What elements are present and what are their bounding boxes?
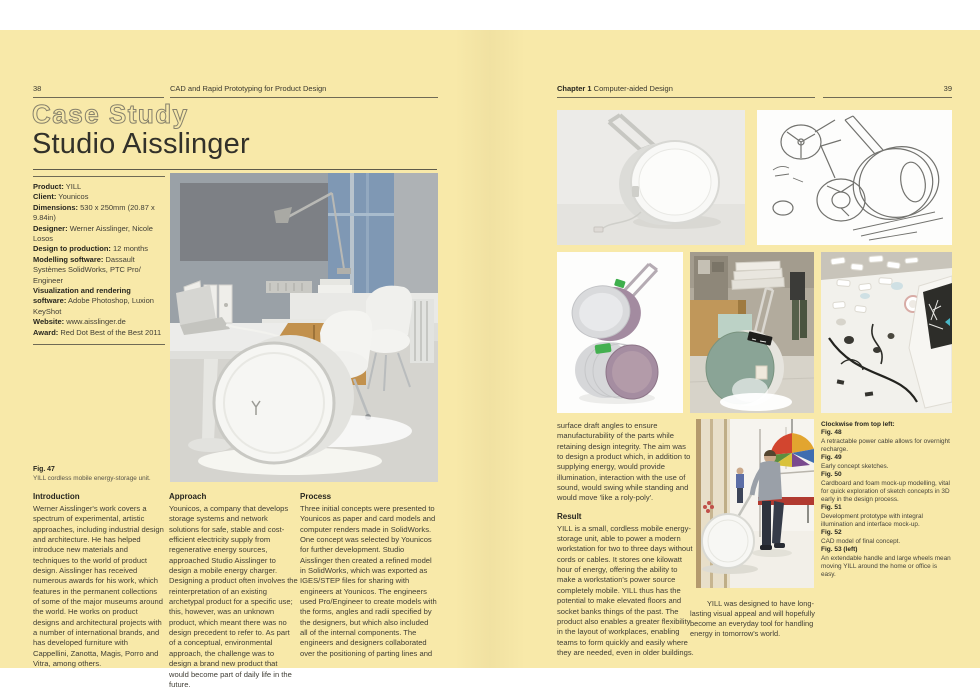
result-body: YILL is a small, cordless mobile energy-storage unit, able to power a modern workstation for two to three days without cords or cables. It stores one kilowatt hour of energy, offering the ability to make a workstation's power source completely mobile. YILL thus has the potential to make elevated floors and socket banks things of the past. The product also enables a greater flexibility in the layout of workplaces, enabling teams to form quickly and easily where they are needed, even in older buildings. (557, 523, 694, 657)
spec-client: Client: Younicos (33, 192, 89, 202)
case-study-outline-title: Case Study (32, 99, 189, 129)
figure-captions-intro: Clockwise from top left: (821, 421, 895, 428)
introduction-body: Werner Aisslinger's work covers a spectrum of experimental, artistic approaches, including industrial design and architecture. He has helped introduce new materials and techniques to the world of product design. Aisslinger has received numerous awards for his work, which features in the permanent collections of some of the major museums around the world. He works on product designs and architectural projects with a number of international brands, and has developed furniture with Cappellini, Zanotta, Magis, Porro and Vitra, among others. (33, 504, 164, 669)
process-continuation-body: surface draft angles to ensure manufacturability of the parts while retaining design integrity. The aim was to design a product which, in addition to supplying energy, would provide illumination, interaction with the use of sound, would swing while standing and would move 'like a roly-poly'. (557, 421, 691, 503)
fig48-caption-text: A retractable power cable allows for overnight recharge. (821, 437, 950, 454)
left-running-head: CAD and Rapid Prototyping for Product Design (170, 84, 438, 98)
fig49-caption-label: Fig. 49 (821, 454, 842, 462)
spec-website: Website: www.aisslinger.de (33, 317, 126, 327)
spec-award: Award: Red Dot Best of the Best 2011 (33, 327, 162, 337)
fig51-caption-label: Fig. 51 (821, 504, 842, 512)
fig49-illustration (757, 110, 952, 245)
result-column (557, 421, 694, 658)
approach-body: Younicos, a company that develops storage systems and network solutions for safe, stable and cost-efficient electricity supply from regenerative energy sources, approached Studio Aisslinger to design a mobile energy charger. Designing a product often involves the reinterpretation of an existing archetypal product for a specific use; this, however, was an unknown product, which meant there was no design precedent to refer to. As part of a conceptual, environmental approach, the challenge was to design a brand new product that would become part of daily life in the future. (169, 504, 298, 689)
result-heading: Result (557, 511, 582, 521)
fig48-product-photo (557, 110, 745, 245)
fig47-office-scene-photo (170, 173, 438, 482)
sidebar-bottom-rule (33, 344, 165, 345)
spec-modelling-software: Modelling software: Dassault Systèmes SolidWorks, PTC Pro/ Engineer (33, 254, 141, 285)
right-running-head: Chapter 1 Computer-aided Design (557, 84, 815, 98)
page-title: Studio Aisslinger (32, 128, 250, 160)
fig52-caption-text: CAD model of final concept. (821, 537, 901, 545)
fig50-illustration (821, 252, 952, 413)
page-gutter-shadow (455, 30, 525, 668)
fig50-caption-text: Cardboard and foam mock-up modelling, vital for quick exploration of sketch concepts in 3D early in the design process. (821, 479, 950, 504)
fig52-caption-label: Fig. 52 (821, 529, 842, 537)
spec-product: Product: YILL (33, 182, 82, 191)
fig48-caption-label: Fig. 48 (821, 429, 842, 437)
process-column (300, 492, 438, 659)
fig49-concept-sketch (757, 110, 952, 245)
figure-captions-list (821, 421, 952, 579)
fig53-caption-text: An extendable handle and large wheels mean moving YILL around the home or office is easy. (821, 554, 951, 579)
left-page-number: 38 (33, 84, 164, 98)
title-rule (33, 169, 437, 170)
fig53-caption: YILL was designed to have long-lasting visual appeal and will hopefully become an everyday tool for handling energy in tomorrow's world. (690, 599, 815, 638)
fig51-development-prototype-photo (690, 252, 814, 413)
spec-design-to-production: Design to production: 12 months (33, 244, 149, 254)
fig47-illustration (170, 173, 438, 482)
fig51-caption-text: Development prototype with integral illumination and interface mock-up. (821, 512, 923, 529)
process-heading: Process (300, 492, 332, 501)
process-body: Three initial concepts were presented to Younicos as paper and card models and computer renders made in SolidWorks. One concept was selected by Younicos for further development. Studio Aisslinger then created a refined model in SolidWorks, which was exported as IGES/STEP files for sharing with engineers at Younicos. The engineers used Pro/Engineer to create models with the forms, angles and radii specified by the designers, but which also included all of the internal components. The engineers and designers collaborated over the positioning of parting lines and (300, 504, 437, 658)
fig50-caption-label: Fig. 50 (821, 471, 842, 479)
approach-heading: Approach (169, 492, 207, 501)
fig52-cad-model (557, 252, 683, 413)
approach-column (169, 492, 298, 690)
spec-visualization-software: Visualization and rendering software: Adobe Photoshop, Luxion KeyShot (33, 286, 154, 316)
fig53-illustration (696, 419, 814, 588)
fig53-caption-label: Fig. 53 (left) (821, 546, 858, 554)
introduction-heading: Introduction (33, 492, 80, 501)
fig49-caption-text: Early concept sketches. (821, 462, 889, 470)
spec-dimensions: Dimensions: 530 x 250mm (20.87 x 9.84in) (33, 202, 155, 223)
fig50-mockup-parts-photo (821, 252, 952, 413)
fig47-caption-block (33, 466, 164, 483)
fig53-yill-in-office-photo (696, 419, 814, 588)
fig51-illustration (690, 252, 814, 413)
book-spread (0, 30, 980, 689)
introduction-column (33, 492, 164, 670)
spec-designer: Designer: Werner Aisslinger, Nicole Losos (33, 223, 153, 244)
fig47-label: Fig. 47 (33, 466, 55, 473)
fig47-caption: YILL cordless mobile energy-storage unit. (33, 474, 151, 482)
fig52-illustration (557, 252, 683, 413)
project-spec-sidebar (33, 176, 165, 345)
right-page-number: 39 (823, 84, 952, 98)
fig48-illustration (557, 110, 745, 245)
